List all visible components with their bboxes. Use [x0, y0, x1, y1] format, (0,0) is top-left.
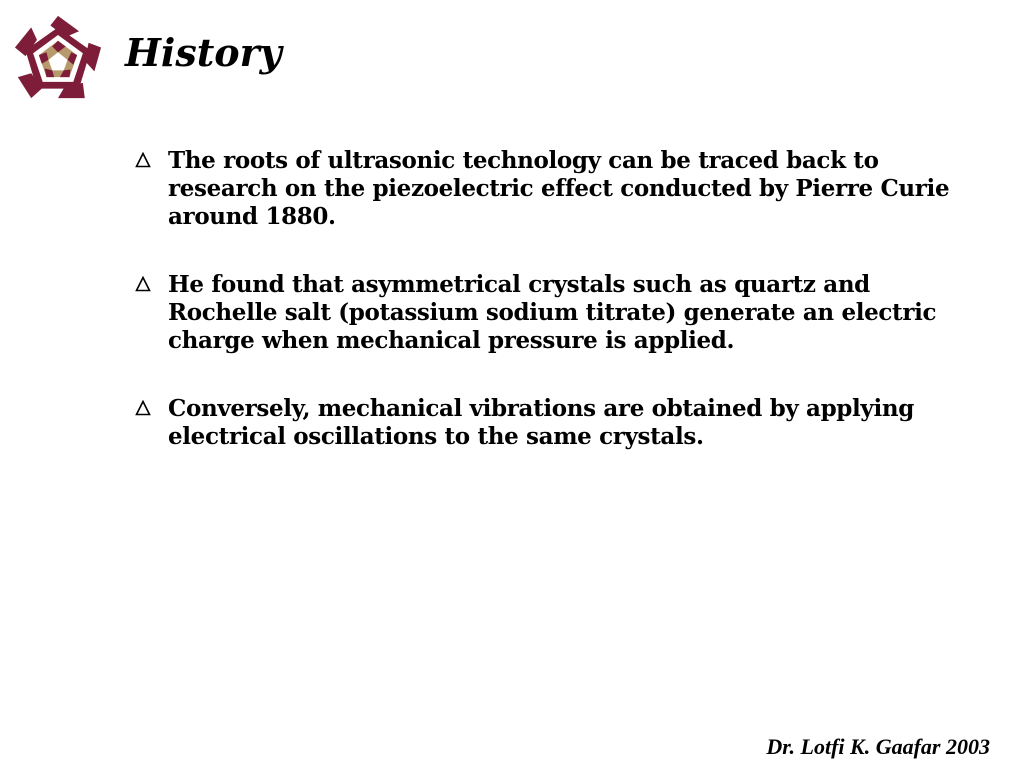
pentagon-star-logo-icon — [10, 14, 106, 102]
hollow-triangle-bullet-icon — [135, 152, 151, 168]
hollow-triangle-bullet-icon — [135, 276, 151, 292]
slide-title: History — [125, 30, 282, 75]
hollow-triangle-bullet-icon — [135, 400, 151, 416]
bullet-text: The roots of ultrasonic technology can be traced back to research on the piezoelectric effect conducted by Pierre Curie around 1880. — [168, 147, 950, 230]
bullet-text: Conversely, mechanical vibrations are obtained by applying electrical oscillations to the same crystals. — [168, 395, 914, 450]
bullet-item — [130, 147, 980, 231]
bullet-list — [130, 147, 980, 491]
footer-credit: Dr. Lotfi K. Gaafar 2003 — [766, 734, 990, 759]
bullet-item — [130, 395, 980, 451]
bullet-item — [130, 271, 980, 355]
bullet-text: He found that asymmetrical crystals such as quartz and Rochelle salt (potassium sodium titrate) generate an electric charge when mechanical pressure is applied. — [168, 271, 937, 354]
